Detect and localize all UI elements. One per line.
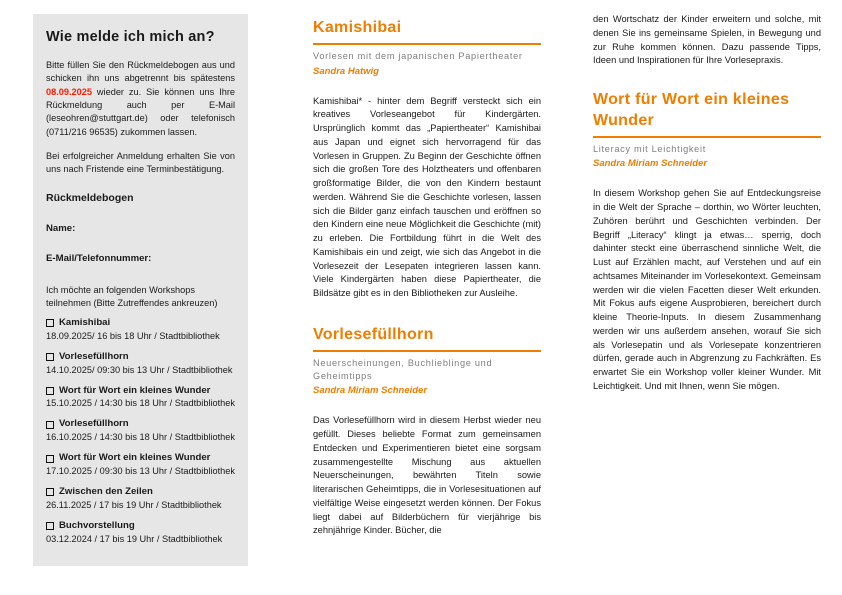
workshop-details: 16.10.2025 / 14:30 bis 18 Uhr / Stadtbibliothek [46,432,235,443]
workshop-name: Vorlesefüllhorn [59,350,129,362]
workshop-option-wort-fuer-wort-1 [46,385,235,411]
workshop-option-wort-fuer-wort-2 [46,452,235,478]
article-subtitle: Neuerscheinungen, Buchlieblinge und Geheimtipps [313,357,493,381]
article-author: Sandra Miriam Schneider [313,385,428,397]
checkbox-icon[interactable] [46,455,54,463]
workshop-option-buchvorstellung [46,520,235,546]
article-body: Kamishibai* - hinter dem Begriff versteckt sich ein kreatives Vorleseangebot für Kindergärten. Ursprünglich kommt das „Papiertheater“ Kamishibai aus Japan und eignet sich hervorragend für das Vorlesen in Gruppen. Zu Beginn der Geschichte öffnen sich die großen Tore des Holztheaters und offenbaren großformatige Bilder, die von den Kindern bestaunt werden. Während Sie die Geschichte vorlesen, lassen sich die Bilder ganz einfach tauschen und eröffnen so den Kindern eine neue Möglichkeit die Geschichte (mit) zu erleben. Die Fortbildung führt in die Welt des Kamishibais ein und zeigt, wie sich das Angebot in die Vorlesezeit der Lesepaten integrieren lassen kann. Viele Kindergärten haben diese Papiertheater, die Bildsätze gibt es in den Bibliotheken zur Ausleihe. [313,95,541,299]
checkbox-icon[interactable] [46,522,54,530]
workshop-name: Buchvorstellung [59,519,135,531]
registration-title: Wie melde ich mich an? [46,29,215,45]
workshop-name-row [46,317,235,330]
article-subtitle: Literacy mit Leichtigkeit [593,143,706,154]
workshop-option-kamishibai [46,317,235,343]
checkbox-icon[interactable] [46,387,54,395]
name-field-label: Name: [46,222,76,234]
article-kamishibai [313,18,541,301]
workshop-option-vorlesefuellhorn-1 [46,351,235,377]
workshop-option-zwischen-den-zeilen [46,486,235,512]
column-right [593,13,821,394]
checkbox-icon[interactable] [46,421,54,429]
workshop-details: 18.09.2025/ 16 bis 18 Uhr / Stadtbibliothek [46,330,220,341]
workshop-name-row [46,351,235,364]
article-title: Kamishibai [313,18,541,45]
workshop-name-row [46,418,235,431]
deadline-date: 08.09.2025 [46,86,92,97]
workshop-details: 17.10.2025 / 09:30 bis 13 Uhr / Stadtbibliothek [46,466,235,477]
registration-intro-paragraph [46,59,235,139]
workshop-option-vorlesefuellhorn-2 [46,418,235,444]
checkbox-icon[interactable] [46,488,54,496]
article-subtitle: Vorlesen mit dem japanischen Papiertheater [313,50,523,61]
article-author: Sandra Miriam Schneider [593,158,708,170]
workshop-name: Wort für Wort ein kleines Wunder [59,452,211,464]
vorlesefuellhorn-body-continuation: den Wortschatz der Kinder erweitern und solche, mit denen Sie ins gemeinsame Spielen, in Bewegung und zur Ruhe kommen können. Dazu passende Tipps, Ideen und Inspirationen für Ihre Vorlesepraxis. [593,14,821,66]
workshop-details: 03.12.2024 / 17 bis 19 Uhr / Stadtbibliothek [46,533,223,544]
article-body: In diesem Workshop gehen Sie auf Entdeckungsreise in die Welt der Sprache – dorthin, wo Wörter leuchten, Zuhören berührt und Geschichten verbinden. Der Begriff „Literacy“ klingt ja etwas… sperrig, doch dahinter steckt eine überraschend sinnliche Welt, die Lust auf Erzählen macht, auf Verstehen und auf ein achtsames Miteinander im Vorlesekontext. Gemeinsam werden wir die vielen Facetten dieser Welt erkunden. Mit Fokus aufs eigene Ausprobieren, bereichert durch kleine Theorie-Inputs. In diesem Zusammenhang werden wir uns außerdem ansehen, worauf Sie sich als Vorlesepatin und als Vorlesepate konzentrieren dürfen, gerade auch in Abgrenzung zu Fachkräften. Es erwartet Sie ein Workshop voller kleiner Wunder. Mit Leichtigkeit. Und mit Ihnen, wenn Sie mögen. [593,188,821,391]
registration-panel [33,14,248,566]
workshop-selection-instructions: Ich möchte an folgenden Workshops teilnehmen (Bitte Zutreffendes ankreuzen) [46,284,218,308]
article-author: Sandra Hatwig [313,65,379,77]
workshop-name: Kamishibai [59,316,111,328]
checkbox-icon[interactable] [46,353,54,361]
article-body: Das Vorlesefüllhorn wird in diesem Herbst wieder neu gefüllt. Dieses beliebte Format zum gemeinsamen Entdecken und Experimentieren bietet eine sorgsam zusammengestellte Mischung aus aktuellen Neuerscheinungen, bewährten Titeln sowie literarischen Geheimtipps, die in Vorlesesituationen auf vielfältige Weise eingesetzt werden können. Der Fokus liegt dabei auf Bilderbüchern für vierjährige bis zehnjährige Kinder. Bücher, die [313,415,541,536]
workshop-details: 14.10.2025/ 09:30 bis 13 Uhr / Stadtbibliothek [46,364,233,375]
column-middle [313,18,541,538]
intro-text-after-deadline: wieder zu. Sie können uns Ihre Rückmeldung auch per E-Mail (leseohren@stuttgart.de) oder telefonisch (0711/216 96535) zukommen lassen. [46,86,235,137]
workshop-name: Wort für Wort ein kleines Wunder [59,384,211,396]
form-title: Rückmeldebogen [46,191,134,204]
workshop-name-row [46,385,235,398]
workshop-name: Zwischen den Zeilen [59,485,153,497]
workshop-details: 15.10.2025 / 14:30 bis 18 Uhr / Stadtbibliothek [46,398,235,409]
workshop-details: 26.11.2025 / 17 bis 19 Uhr / Stadtbibliothek [46,499,222,510]
workshop-name-row [46,486,235,499]
intro-text-before-deadline: Bitte füllen Sie den Rückmeldebogen aus und schicken ihn uns abgetrennt bis spätestens [46,60,235,84]
checkbox-icon[interactable] [46,319,54,327]
workshop-name-row [46,520,235,533]
contact-field-label: E-Mail/Telefonnummer: [46,252,152,264]
article-title: Wort für Wort ein kleines Wunder [593,90,821,138]
article-title: Vorlesefüllhorn [313,325,541,352]
workshop-name: Vorlesefüllhorn [59,418,129,430]
confirmation-note: Bei erfolgreicher Anmeldung erhalten Sie von uns nach Fristende eine Terminbestätigung. [46,151,235,175]
workshop-name-row [46,452,235,465]
article-vorlesefuellhorn [313,325,541,538]
article-wort-fuer-wort [593,90,821,394]
